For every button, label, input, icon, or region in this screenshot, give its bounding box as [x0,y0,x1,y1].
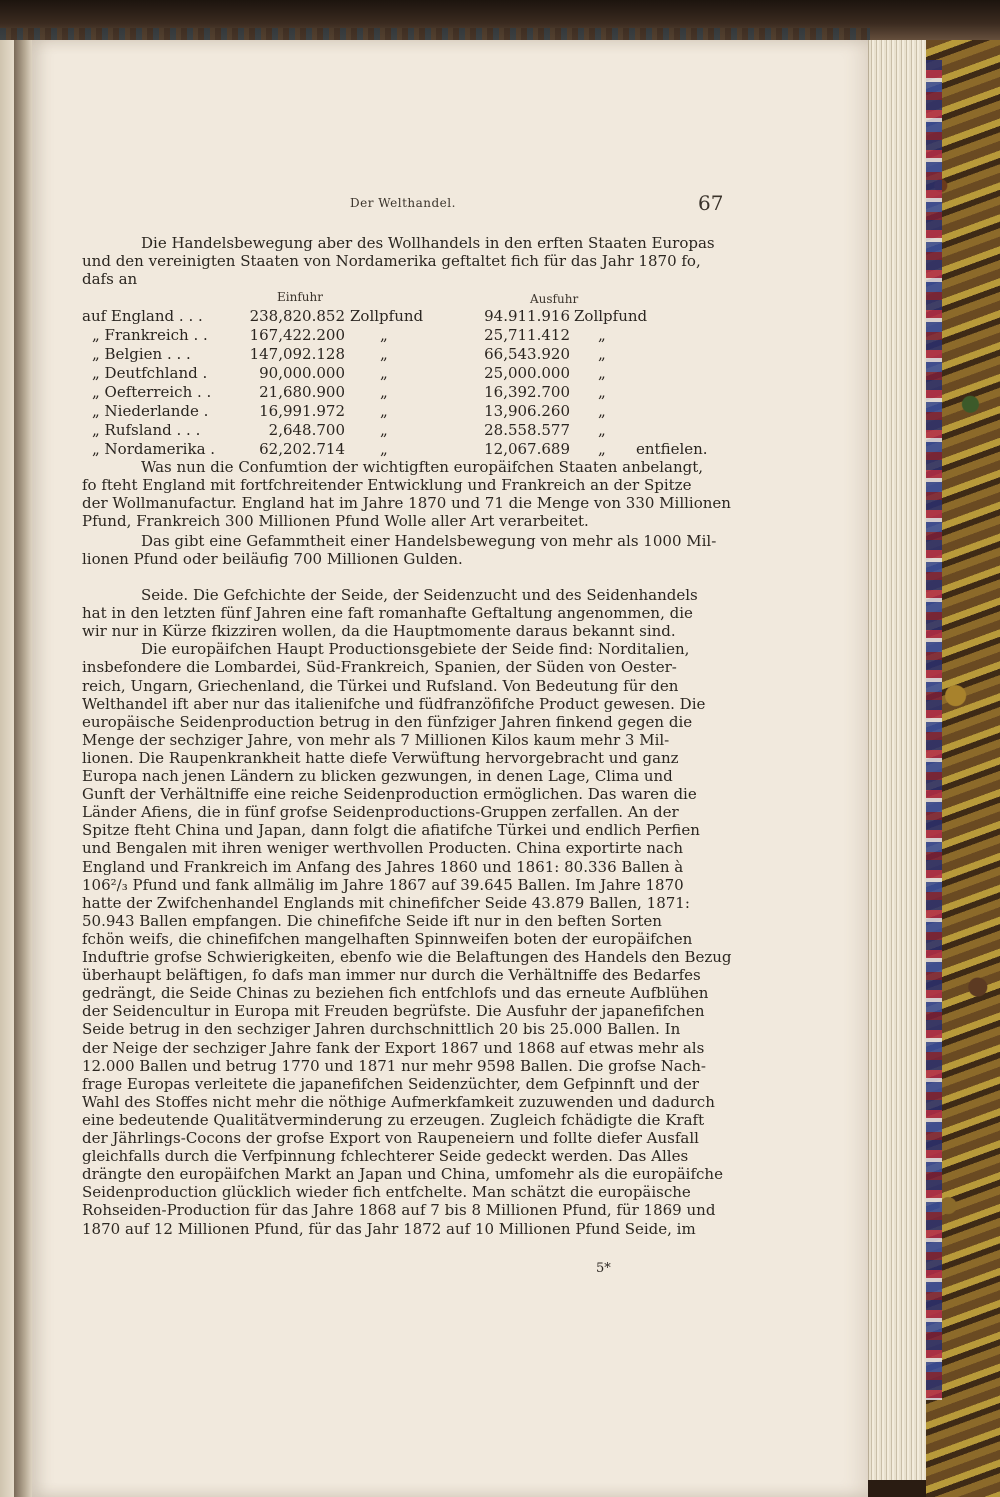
row-import: 238,820.852 [249,307,345,325]
silk-line: hat in den letzten fünf Jahren eine faft romanhafte Geftaltung angenommen, die [82,604,693,623]
column-header-export: Ausfuhr [530,292,579,306]
intro-line: und den vereinigten Staaten von Nordamerika geftaltet fich für das Jahr 1870 fo, [82,252,701,270]
row-export: 16,392.700 [484,383,570,401]
row-import-unit: „ [380,345,388,363]
paragraph-line: fo fteht England mit fortfchreitender Entwicklung und Frankreich an der Spitze [82,476,692,494]
row-import: 90,000.000 [259,364,345,382]
row-import-unit: „ [380,383,388,401]
row-export-unit: Zollpfund [574,307,648,325]
silk-line: Spitze fteht China und Japan, dann folgt die afiatifche Türkei und endlich Perfien [82,821,700,840]
column-header-import: Einfuhr [277,290,323,304]
row-country: „ Rufsland . . . [92,421,201,439]
silk-line: und Bengalen mit ihren weniger werthvollen Producten. China exportirte nach [82,839,684,858]
silk-line: 12.000 Ballen und betrug 1770 und 1871 nur mehr 9598 Ballen. Die grofse Nach- [82,1056,706,1075]
silk-line: Menge der sechziger Jahre, von mehr als 7 Millionen Kilos kaum mehr 3 Mil- [82,730,670,749]
silk-line: eine bedeutende Qualitätverminderung zu erzeugen. Zugleich fchädigte die Kraft [82,1110,705,1129]
row-import-unit: „ [380,421,388,439]
row-import: 21,680.900 [259,383,345,401]
row-import-unit: „ [380,326,388,344]
row-export: 28.558.577 [484,421,570,439]
row-export-unit: „ [598,364,606,382]
silk-line: Gunft der Verhältniffe eine reiche Seidenproduction ermöglichen. Das waren die [82,785,697,804]
page-number: 67 [698,191,724,215]
marbled-endpaper [926,60,942,1400]
row-import: 167,422.200 [249,326,345,344]
row-tail: entfielen. [636,440,708,458]
silk-line: Seide. Die Gefchichte der Seide, der Seidenzucht und des Seidenhandels [141,586,698,604]
silk-line: hatte der Zwifchenhandel Englands mit chinefifcher Seide 43.879 Ballen, 1871: [82,893,690,912]
row-country: auf England . . . [82,307,203,325]
row-export: 94.911.916 [484,307,570,325]
intro-line: Die Handelsbewegung aber des Wollhandels in den erften Staaten Europas [141,234,715,252]
row-export-unit: „ [598,421,606,439]
row-export-unit: „ [598,326,606,344]
paragraph-line: Pfund, Frankreich 300 Millionen Pfund Wolle aller Art verarbeitet. [82,512,589,530]
silk-line: der Seidencultur in Europa mit Freuden begrüfste. Die Ausfuhr der japanefifchen [82,1002,705,1021]
silk-line: Länder Afiens, die in fünf grofse Seidenproductions-Gruppen zerfallen. An der [82,803,679,822]
row-export-unit: „ [598,383,606,401]
row-import-unit: „ [380,364,388,382]
row-import: 147,092.128 [249,345,345,363]
silk-line: Rohseiden-Production für das Jahre 1868 auf 7 bis 8 Millionen Pfund, für 1869 und [82,1201,716,1220]
silk-line: 106²/₃ Pfund und fank allmälig im Jahre 1867 auf 39.645 Ballen. Im Jahre 1870 [82,875,684,894]
row-country: „ Deutfchland . [92,364,208,382]
silk-line: gleichfalls durch die Verfpinnung fchlechterer Seide gedeckt werden. Das Alles [82,1147,689,1166]
silk-line: Europa nach jenen Ländern zu blicken gezwungen, in denen Lage, Clima und [82,767,673,785]
silk-line: gedrängt, die Seide Chinas zu beziehen fich entfchlofs und das erneute Aufblühen [82,984,709,1003]
silk-line: überhaupt beläftigen, fo dafs man immer nur durch die Verhältniffe des Bedarfes [82,966,701,985]
paragraph-line: lionen Pfund oder beiläufig 700 Millionen Gulden. [82,550,463,568]
silk-line: Die europäifchen Haupt Productionsgebiete der Seide find: Norditalien, [141,640,690,659]
silk-line: reich, Ungarn, Griechenland, die Türkei und Rufsland. Von Bedeutung für den [82,676,679,695]
silk-line: 50.943 Ballen empfangen. Die chinefifche Seide ift nur in den beften Sorten [82,911,662,930]
book-gutter [14,40,32,1497]
silk-line: Seide betrug in den sechziger Jahren durchschnittlich 20 bis 25.000 Ballen. In [82,1020,681,1039]
row-export: 12,067.689 [484,440,570,458]
silk-line: England und Frankreich im Anfang des Jahres 1860 und 1861: 80.336 Ballen à [82,857,684,876]
silk-line: der Neige der sechziger Jahre fank der Export 1867 und 1868 auf etwas mehr als [82,1038,705,1057]
silk-line: 1870 auf 12 Millionen Pfund, für das Jahr 1872 auf 10 Millionen Pfund Seide, im [82,1219,696,1238]
silk-line: Seidenproduction glücklich wieder fich entfchelte. Man schätzt die europäische [82,1183,691,1202]
row-export-unit: „ [598,440,606,458]
page-block-edges [868,40,927,1480]
silk-line: lionen. Die Raupenkrankheit hatte diefe Verwüftung hervorgebracht und ganz [82,748,679,767]
silk-line: insbefondere die Lombardei, Süd-Frankreich, Spanien, der Süden von Oester- [82,658,677,677]
row-import-unit: „ [380,402,388,420]
silk-line: frage Europas verleitete die japanefifchen Seidenzüchter, dem Gefpinnft und der [82,1074,699,1093]
silk-line: Welthandel ift aber nur das italienifche und füdfranzöfifche Product gewesen. Die [82,694,706,713]
row-export-unit: „ [598,402,606,420]
paragraph-line: Das gibt eine Gefammtheit einer Handelsbewegung von mehr als 1000 Mil- [141,532,717,550]
row-country: „ Nordamerika . [92,440,216,458]
row-import: 16,991.972 [259,402,345,420]
row-country: „ Oefterreich . . [92,383,212,401]
row-import-unit: „ [380,440,388,458]
intro-line: dafs an [82,270,138,288]
silk-line: europäische Seidenproduction betrug in den fünfziger Jahren finkend gegen die [82,712,693,731]
row-export: 13,906.260 [484,402,570,420]
left-page-edge [0,40,14,1497]
row-export-unit: „ [598,345,606,363]
silk-line: Induftrie grofse Schwierigkeiten, ebenfo wie die Belaftungen des Handels den Bezug [82,948,732,966]
paragraph-line: der Wollmanufactur. England hat im Jahre 1870 und 71 die Menge von 330 Millionen [82,494,731,512]
row-import: 2,648.700 [268,421,345,439]
paragraph-line: Was nun die Confumtion der wichtigften europäifchen Staaten anbelangt, [141,458,704,476]
silk-line: wir nur in Kürze fkizziren wollen, da die Hauptmomente daraus bekannt sind. [82,622,676,641]
running-title: Der Welthandel. [350,196,456,210]
row-country: „ Niederlande . [92,402,209,420]
row-export: 66,543.920 [484,345,570,363]
row-country: „ Belgien . . . [92,345,191,363]
row-country: „ Frankreich . . [92,326,208,344]
row-export: 25,711.412 [484,326,570,344]
row-import-unit: Zollpfund [350,307,424,325]
row-import: 62,202.714 [259,440,345,458]
signature-mark: 5* [596,1261,611,1276]
silk-line: Wahl des Stoffes nicht mehr die nöthige Aufmerkfamkeit zuzuwenden und dadurch [82,1092,715,1111]
silk-line: drängte den europäifchen Markt an Japan und China, umfomehr als die europäifche [82,1165,723,1184]
row-export: 25,000.000 [484,364,570,382]
silk-line: fchön weifs, die chinefifchen mangelhaften Spinnweifen boten der europäifchen [82,929,693,948]
silk-line: der Jährlings-Cocons der grofse Export von Raupeneiern und follte diefer Ausfall [82,1129,699,1147]
